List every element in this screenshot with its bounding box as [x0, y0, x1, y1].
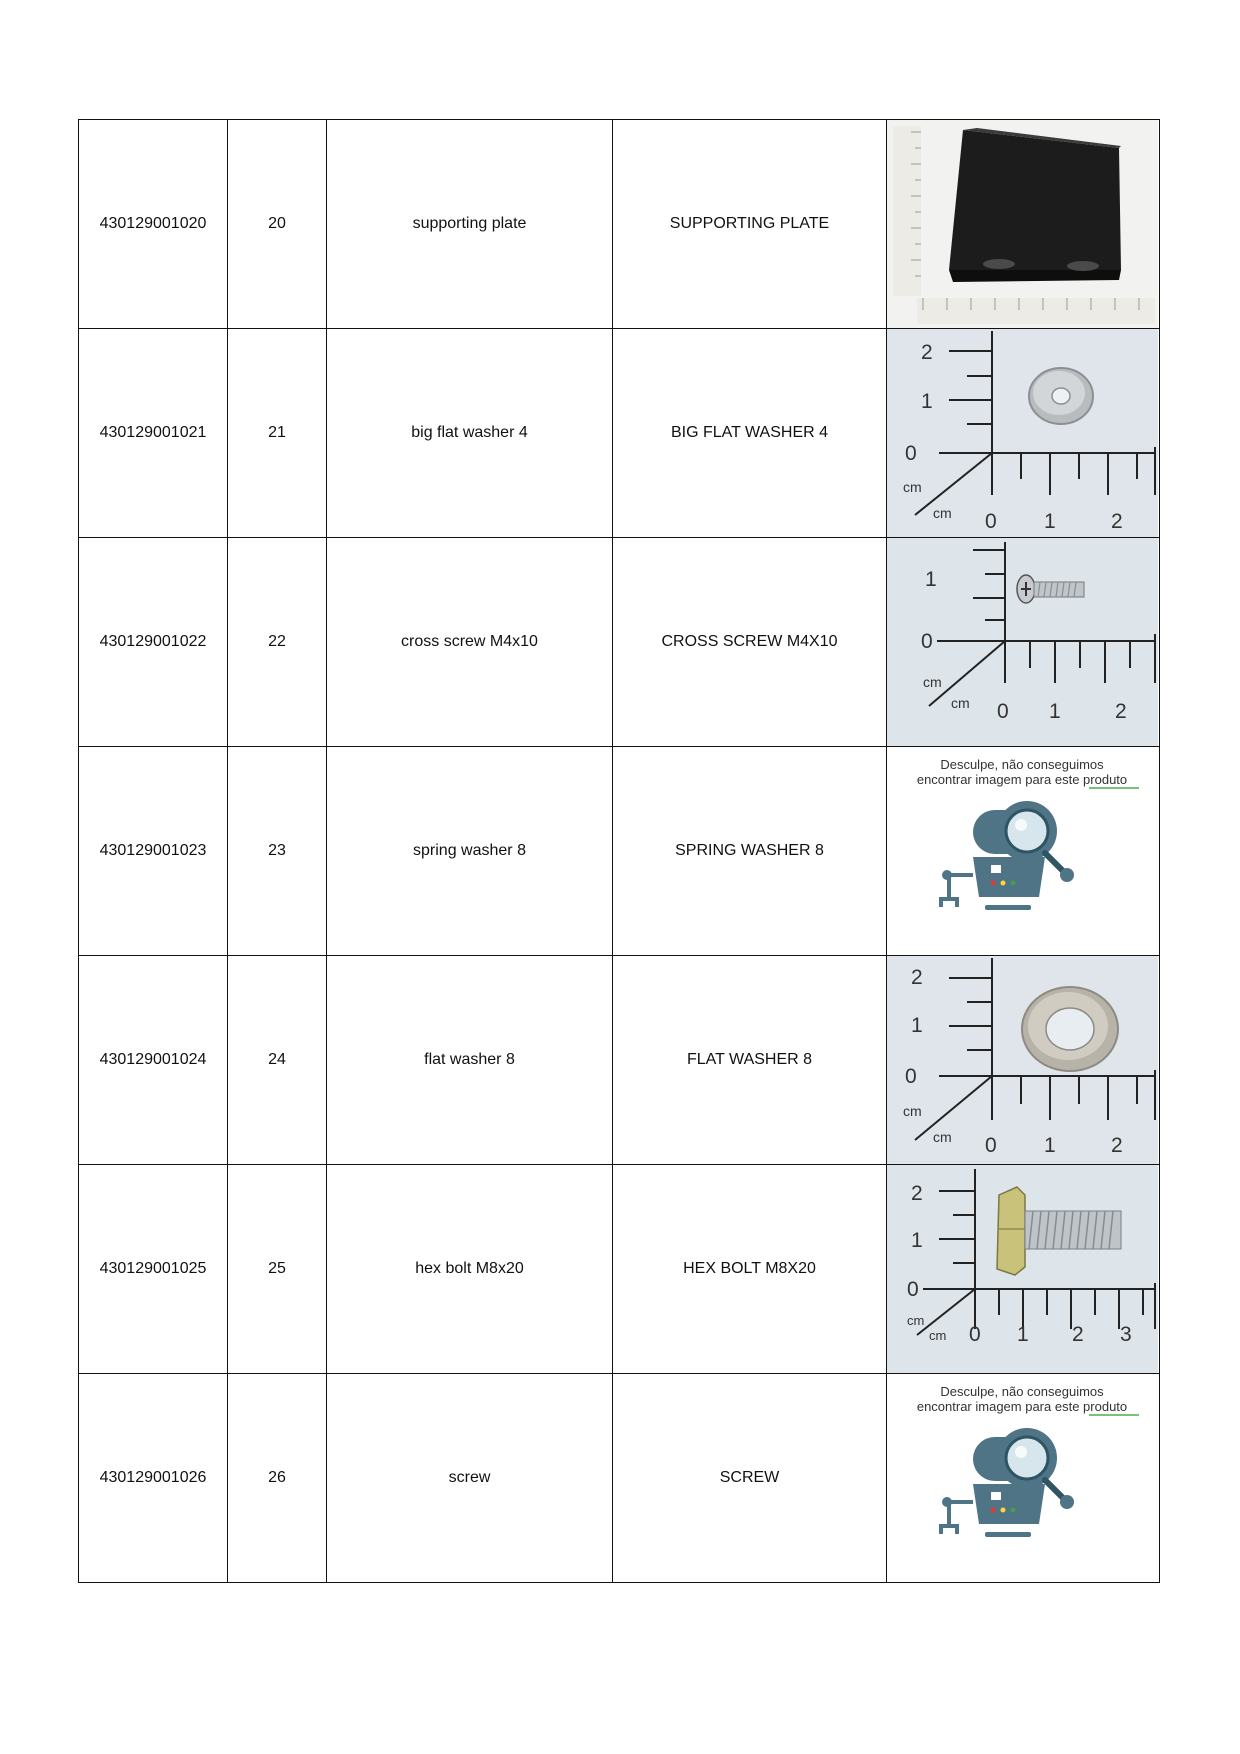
- position-number: 25: [228, 1165, 327, 1374]
- part-name-upper: HEX BOLT M8X20: [613, 1165, 887, 1374]
- part-name-upper: SPRING WASHER 8: [613, 747, 887, 956]
- scale-tick-label: 0: [907, 1278, 919, 1301]
- part-image-cell: [887, 1165, 1160, 1374]
- part-image-cell: [887, 1374, 1160, 1583]
- position-number: 26: [228, 1374, 327, 1583]
- table-row: [79, 1374, 1160, 1583]
- scale-tick-label: 1: [911, 1229, 923, 1252]
- scale-tick-label: 1: [921, 390, 933, 413]
- part-name-upper: BIG FLAT WASHER 4: [613, 329, 887, 538]
- table-row: [79, 538, 1160, 747]
- scale-tick-label: 2: [1111, 1134, 1123, 1157]
- part-name: cross screw M4x10: [327, 538, 613, 747]
- table-row: [79, 747, 1160, 956]
- position-number: 22: [228, 538, 327, 747]
- position-number: 21: [228, 329, 327, 538]
- scale-tick-label: 1: [1044, 1134, 1056, 1157]
- part-code: 430129001021: [79, 329, 228, 538]
- placeholder-text-line1: Desculpe, não conseguimos: [940, 757, 1104, 772]
- part-name: spring washer 8: [327, 747, 613, 956]
- part-code: 430129001024: [79, 956, 228, 1165]
- scale-tick-label: 2: [1072, 1323, 1084, 1346]
- scale-tick-label: 0: [905, 1065, 917, 1088]
- position-number: 20: [228, 120, 327, 329]
- scale-tick-label: 2: [1115, 700, 1127, 723]
- part-name: big flat washer 4: [327, 329, 613, 538]
- placeholder-text-line1: Desculpe, não conseguimos: [940, 1384, 1104, 1399]
- scale-tick-label: 0: [921, 630, 933, 653]
- part-image-cell: [887, 538, 1160, 747]
- position-number: 23: [228, 747, 327, 956]
- scale-tick-label: 0: [969, 1323, 981, 1346]
- table-row: [79, 956, 1160, 1165]
- scale-tick-label: 2: [921, 341, 933, 364]
- no-image-placeholder: [887, 1374, 1158, 1582]
- table-row: [79, 329, 1160, 538]
- screw-photo: [887, 538, 1158, 746]
- parts-table: [78, 119, 1160, 1583]
- scale-tick-label: 1: [1049, 700, 1061, 723]
- scale-tick-label: 1: [925, 568, 937, 591]
- scale-tick-label: 2: [911, 966, 923, 989]
- scale-unit: cm: [907, 1313, 925, 1328]
- part-name: hex bolt M8x20: [327, 1165, 613, 1374]
- part-name: screw: [327, 1374, 613, 1583]
- scale-unit: cm: [933, 505, 952, 521]
- part-code: 430129001023: [79, 747, 228, 956]
- part-image-cell: [887, 120, 1160, 329]
- part-name-upper: CROSS SCREW M4X10: [613, 538, 887, 747]
- scale-unit: cm: [903, 479, 922, 495]
- scale-unit: cm: [951, 695, 970, 711]
- part-image-cell: [887, 956, 1160, 1165]
- part-name-upper: SCREW: [613, 1374, 887, 1583]
- part-name-upper: SUPPORTING PLATE: [613, 120, 887, 329]
- scale-tick-label: 1: [1044, 510, 1056, 533]
- rubber-foot-photo: [887, 120, 1158, 328]
- part-name: supporting plate: [327, 120, 613, 329]
- scale-tick-label: 0: [905, 442, 917, 465]
- scale-tick-label: 0: [997, 700, 1009, 723]
- scale-tick-label: 1: [911, 1014, 923, 1037]
- part-image-cell: [887, 329, 1160, 538]
- part-name: flat washer 8: [327, 956, 613, 1165]
- part-image-cell: [887, 747, 1160, 956]
- part-code: 430129001025: [79, 1165, 228, 1374]
- part-code: 430129001020: [79, 120, 228, 329]
- part-name-upper: FLAT WASHER 8: [613, 956, 887, 1165]
- bolt-photo: [887, 1165, 1158, 1373]
- washer-photo: [887, 956, 1158, 1164]
- scale-tick-label: 2: [911, 1182, 923, 1205]
- table-row: [79, 1165, 1160, 1374]
- scale-tick-label: 0: [985, 1134, 997, 1157]
- scale-unit: cm: [903, 1103, 922, 1119]
- washer-photo: [887, 329, 1158, 537]
- scale-tick-label: 0: [985, 510, 997, 533]
- scale-unit: cm: [929, 1328, 947, 1343]
- scale-unit: cm: [923, 674, 942, 690]
- scale-tick-label: 1: [1017, 1323, 1029, 1346]
- scale-unit: cm: [933, 1129, 952, 1145]
- part-code: 430129001026: [79, 1374, 228, 1583]
- placeholder-text-line2: encontrar imagem para este produto: [916, 1399, 1128, 1414]
- no-image-placeholder: [887, 747, 1158, 955]
- table-row: [79, 120, 1160, 329]
- scale-tick-label: 2: [1111, 510, 1123, 533]
- placeholder-text-line2: encontrar imagem para este produto: [916, 772, 1128, 787]
- position-number: 24: [228, 956, 327, 1165]
- part-code: 430129001022: [79, 538, 228, 747]
- scale-tick-label: 3: [1120, 1323, 1132, 1346]
